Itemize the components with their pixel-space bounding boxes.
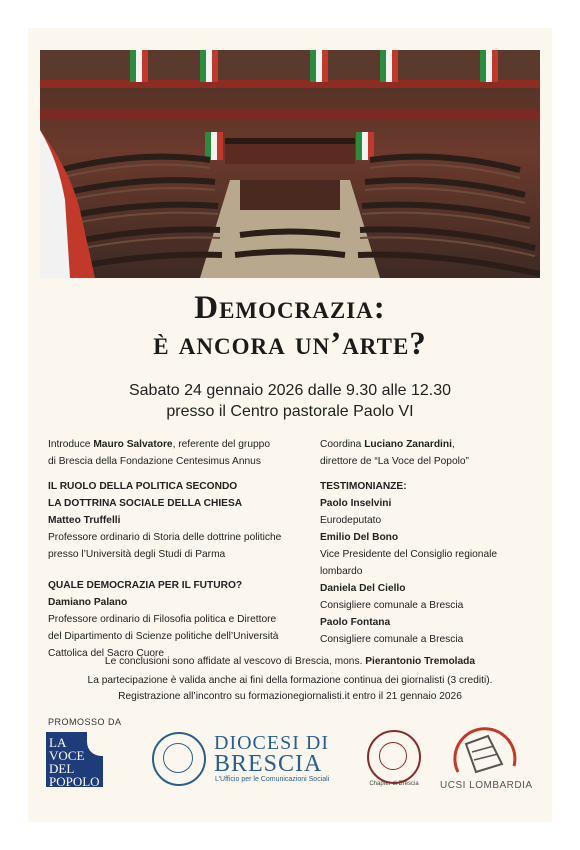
talk1-role: Professore ordinario di Storia delle dottrine politiche <box>48 532 282 543</box>
witness4-role: Consigliere comunale a Brescia <box>320 634 464 645</box>
witness2-name: Emilio Del Bono <box>320 532 399 543</box>
talk2-speaker: Damiano Palano <box>48 597 128 608</box>
witness1-name: Paolo Inselvini <box>320 498 392 509</box>
talk2-role-line2: del Dipartimento di Scienze politiche dell’Università <box>48 631 279 642</box>
diocesi-logo-line2: BRESCIA <box>214 751 323 777</box>
credits-line: La partecipazione è valida anche ai fini della formazione continua dei giornalisti (3 crediti). <box>87 675 493 686</box>
witness3-role: Consigliere comunale a Brescia <box>320 600 464 611</box>
talk2-role-line3: Cattolica del Sacro Cuore <box>48 648 165 659</box>
talk1-title-line2: LA DOTTRINA SOCIALE DELLA CHIESA <box>48 498 243 509</box>
witness2-role: Vice Presidente del Consiglio regionale <box>320 549 498 560</box>
witness3-name: Daniela Del Ciello <box>320 583 406 594</box>
coordinator: Coordina Luciano Zanardini, <box>320 439 455 450</box>
ucsi-logo-icon <box>444 724 524 780</box>
chamber-illustration <box>40 50 540 278</box>
centesimus-annus-seal-icon <box>367 730 421 784</box>
event-date: Sabato 24 gennaio 2026 dalle 9.30 alle 12.30 <box>128 382 452 399</box>
witness2-role-line2: lombardo <box>320 566 363 577</box>
promoted-by-label: PROMOSSO DA <box>48 717 122 727</box>
coordinator-role: direttore de “La Voce del Popolo” <box>320 456 469 467</box>
talk2-title: QUALE DEMOCRAZIA PER IL FUTURO? <box>48 580 243 591</box>
program-right-column <box>320 436 550 648</box>
witness1-role: Eurodeputato <box>320 515 382 526</box>
witness4-name: Paolo Fontana <box>320 617 391 628</box>
ucsi-logo-text: UCSI LOMBARDIA <box>440 780 533 791</box>
parliament-chamber-photo <box>40 50 540 278</box>
talk1-speaker: Matteo Truffelli <box>48 515 121 526</box>
introduction: Introduce Mauro Salvatore, referente del gruppo <box>48 439 270 450</box>
diocesi-seal-icon <box>152 732 206 786</box>
chapter-label: Chapter di Brescia <box>369 781 419 787</box>
registration-line: Registrazione all’incontro su formazionegiornalisti.it entro il 21 gennaio 2026 <box>118 691 462 702</box>
event-title-line1: Democrazia: <box>194 290 386 326</box>
diocesi-logo-line1: DIOCESI DI <box>214 732 329 754</box>
diocesi-logo-subtitle: L’Ufficio per le Comunicazioni Sociali <box>215 776 330 783</box>
la-voce-del-popolo-logo: LA VOCE DEL POPOLO <box>46 732 103 787</box>
introduction-line2: di Brescia della Fondazione Centesimus Annus <box>48 456 261 467</box>
talk2-role: Professore ordinario di Filosofia politica e Direttore <box>48 614 277 625</box>
testimonials-heading: TESTIMONIANZE: <box>320 481 407 492</box>
event-venue: presso il Centro pastorale Paolo VI <box>166 403 414 420</box>
event-title-line2: è ancora un’arte? <box>153 326 427 362</box>
conclusion-line: Le conclusioni sono affidate al vescovo di Brescia, mons. Pierantonio Tremolada <box>104 656 476 667</box>
talk1-role-line2: presso l’Università degli Studi di Parma <box>48 549 226 560</box>
talk1-title: IL RUOLO DELLA POLITICA SECONDO <box>48 481 238 492</box>
program-left-column <box>48 436 308 662</box>
